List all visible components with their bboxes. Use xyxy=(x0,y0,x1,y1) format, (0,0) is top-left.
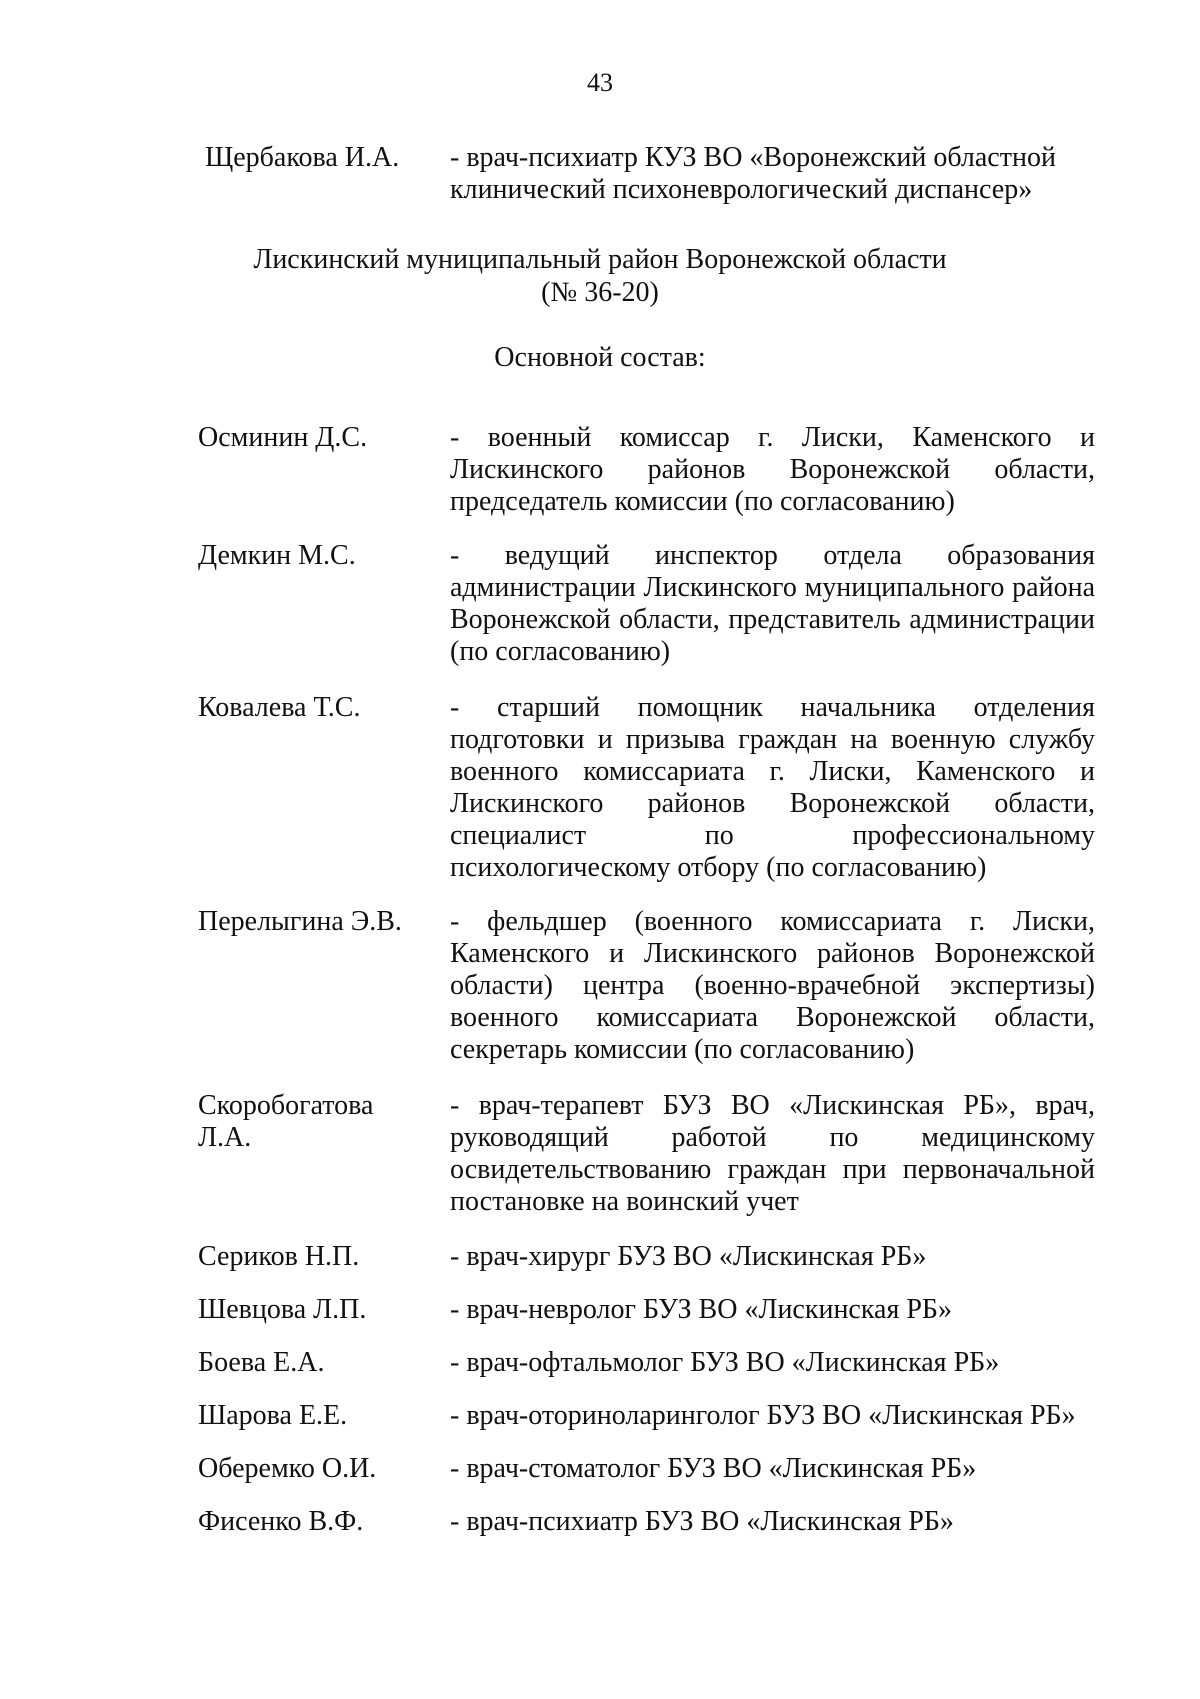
district-number: (№ 36-20) xyxy=(541,277,659,308)
member-role: - врач-хирург БУЗ ВО «Лискинская РБ» xyxy=(450,1241,927,1272)
member-name: Ковалева Т.С. xyxy=(198,692,361,723)
member-role: - старший помощник начальника отделения подготовки и призыва граждан на военную службу военного комиссариата г. Лиски, Каменского и Лискинского районов Воронежской области, специалист по профессиональному психологическому отбору (по согласованию) xyxy=(450,692,1095,883)
member-name: Оберемко О.И. xyxy=(198,1453,377,1484)
member-role: - врач-психиатр БУЗ ВО «Лискинская РБ» xyxy=(450,1506,954,1537)
member-name: Сериков Н.П. xyxy=(198,1241,360,1272)
member-name: Шевцова Л.П. xyxy=(198,1294,367,1325)
member-name: Осминин Д.С. xyxy=(198,422,368,453)
member-role: - ведущий инспектор отдела образования администрации Лискинского муниципального района Воронежской области, представитель администрации (по согласованию) xyxy=(450,540,1095,667)
member-name: Демкин М.С. xyxy=(198,540,356,571)
member-name: Скоробогатова Л.А. xyxy=(198,1090,374,1153)
member-name: Перелыгина Э.В. xyxy=(198,906,402,937)
member-role: - врач-офтальмолог БУЗ ВО «Лискинская РБ» xyxy=(450,1347,1000,1378)
member-role: - врач-оториноларинголог БУЗ ВО «Лискинская РБ» xyxy=(450,1400,1076,1431)
member-name: Щербакова И.А. xyxy=(205,142,400,173)
composition-label: Основной состав: xyxy=(494,342,706,373)
member-role: - врач-психиатр КУЗ ВО «Воронежский областной клинический психоневрологический диспансер» xyxy=(450,142,1056,205)
district-title: Лискинский муниципальный район Воронежской области xyxy=(253,244,947,275)
page-number: 43 xyxy=(587,68,613,97)
member-role: - врач-терапевт БУЗ ВО «Лискинская РБ», врач, руководящий работой по медицинскому освидетельствованию граждан при первоначальной постановке на воинский учет xyxy=(450,1090,1095,1217)
member-name: Боева Е.А. xyxy=(198,1347,325,1378)
member-name: Шарова Е.Е. xyxy=(198,1400,348,1431)
member-role: - военный комиссар г. Лиски, Каменского и Лискинского районов Воронежской области, председатель комиссии (по согласованию) xyxy=(450,422,1095,517)
member-role: - фельдшер (военного комиссариата г. Лиски, Каменского и Лискинского районов Воронежской области) центра (военно-врачебной экспертизы) военного комиссариата Воронежской области, секретарь комиссии (по согласованию) xyxy=(450,906,1095,1065)
member-name: Фисенко В.Ф. xyxy=(198,1506,364,1537)
member-role: - врач-стоматолог БУЗ ВО «Лискинская РБ» xyxy=(450,1453,977,1484)
member-role: - врач-невролог БУЗ ВО «Лискинская РБ» xyxy=(450,1294,952,1325)
